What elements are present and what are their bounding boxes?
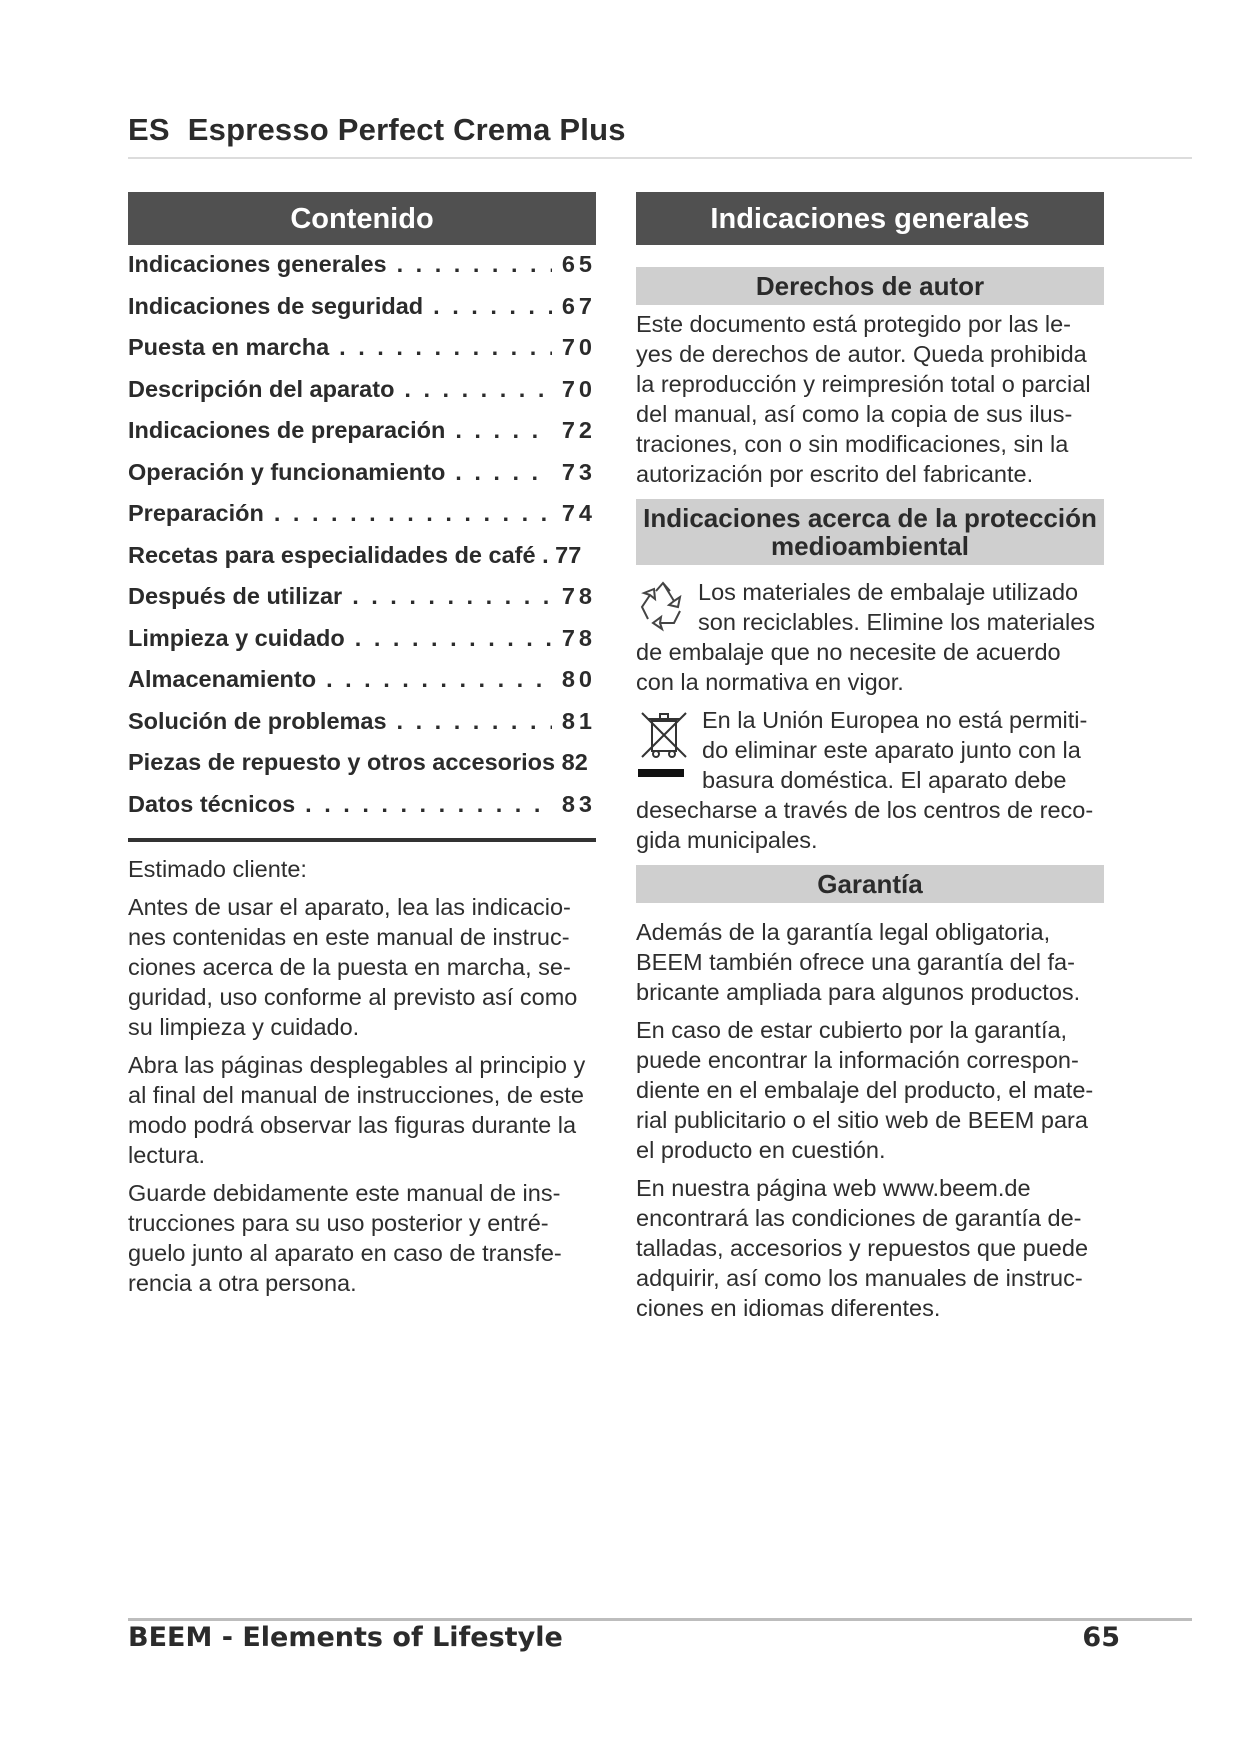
intro-paragraph: Abra las páginas desplegables al principio y al final del manual de instrucciones, de este modo podrá observar las figuras durante la lectura. [128, 1052, 586, 1168]
toc-title: Limpieza y cuidado [128, 624, 345, 651]
toc-leader [455, 417, 552, 444]
crossed-bin-icon [636, 707, 694, 781]
toc-item[interactable] [128, 293, 596, 335]
environment-heading: Indicaciones acerca de la protección medioambiental [636, 499, 1104, 565]
toc-item[interactable] [128, 666, 596, 708]
language-code: ES [128, 112, 170, 147]
toc-page: 78 [561, 624, 596, 651]
toc-leader [455, 459, 552, 486]
toc-leader [274, 500, 552, 527]
warranty-paragraph: En caso de estar cubierto por la garantía, puede encontrar la información correspon-diente en el embalaje del producto, el mate-rial publicitario o el sitio web de BEEM para el producto en cuestión. [636, 1017, 1094, 1163]
toc-page: 73 [561, 458, 596, 485]
toc-leader [305, 791, 552, 818]
toc-leader [352, 583, 552, 610]
recycle-text: Los materiales de embalaje utilizado son reciclables. Elimine los materiales de embalaje que no necesite de acuerdo con la normativa en vigor. [636, 579, 1096, 695]
footer-rule [128, 1618, 1192, 1621]
toc-item[interactable] [128, 542, 596, 584]
warranty-paragraph: En nuestra página web www.beem.de encontrará las condiciones de garantía de-talladas, accesorios y repuestos que puede adquirir, así como los manuales de instruc-ciones en idiomas diferentes. [636, 1175, 1089, 1321]
toc-title: Después de utilizar [128, 583, 343, 609]
right-column [636, 192, 1104, 1331]
toc-title: Indicaciones generales [128, 251, 387, 277]
toc-leader [355, 625, 552, 652]
copyright-heading: Derechos de autor [636, 267, 1104, 305]
intro-block [128, 854, 596, 1298]
toc-item[interactable] [128, 583, 596, 625]
toc-title: Preparación [128, 500, 264, 526]
recycle-block [636, 577, 1104, 697]
intro-paragraph: Antes de usar el aparato, lea las indicacio-nes contenidas en este manual de instruc-ciones acerca de la puesta en marcha, se-guridad, uso conforme al previsto así como su limpieza y cuidado. [128, 894, 578, 1040]
toc-item[interactable] [128, 334, 596, 376]
toc-item[interactable] [128, 459, 596, 501]
toc-item[interactable] [128, 791, 596, 833]
toc-item[interactable] [128, 251, 596, 293]
toc-item[interactable] [128, 417, 596, 459]
toc-page: 83 [561, 790, 596, 817]
toc-page: 78 [561, 583, 596, 609]
product-name: Espresso Perfect Crema Plus [187, 112, 626, 147]
toc-item[interactable] [128, 376, 596, 418]
recycle-icon [636, 579, 690, 637]
contents-heading: Contenido [128, 192, 596, 245]
general-heading: Indicaciones generales [636, 192, 1104, 245]
toc-page: 67 [561, 292, 596, 319]
toc-leader [339, 334, 552, 361]
weee-block [636, 705, 1104, 855]
toc-title: Operación y funcionamiento [128, 458, 446, 485]
toc-page: 80 [561, 666, 596, 692]
copyright-text: Este documento está protegido por las le-yes de derechos de autor. Queda prohibida la reproducción y reimpresión total o parcial del manual, así como la copia de sus ilus-traciones, con o sin modificaciones, sin la autorización por escrito del fabricante. [636, 311, 1091, 487]
footer-brand: BEEM - Elements of Lifestyle [128, 1622, 563, 1653]
weee-text: En la Unión Europea no está permiti-do eliminar este aparato junto con la basura doméstica. El aparato debe desecharse a través de los centros de reco-gida municipales. [636, 707, 1094, 853]
toc-title: Indicaciones de seguridad [128, 292, 424, 319]
toc-leader [433, 293, 552, 320]
toc-leader [404, 376, 551, 403]
toc-title: Indicaciones de preparación [128, 417, 446, 443]
toc-item[interactable] [128, 749, 596, 791]
toc-page: 70 [561, 334, 596, 360]
toc-page: 81 [561, 707, 596, 734]
left-column [128, 192, 596, 1306]
page-title [128, 112, 626, 148]
toc-title: Solución de problemas [128, 707, 387, 734]
toc-title: Almacenamiento [128, 666, 317, 692]
toc-title: Puesta en marcha [128, 334, 330, 360]
toc-title: Datos técnicos [128, 790, 296, 817]
toc-page: 74 [561, 500, 596, 526]
warranty-paragraph: Además de la garantía legal obligatoria, BEEM también ofrece una garantía del fa-bricante ampliada para algunos productos. [636, 919, 1081, 1005]
toc-title: Descripción del aparato [128, 375, 395, 402]
greeting: Estimado cliente: [128, 856, 307, 882]
toc-leader [397, 251, 552, 278]
toc-title: Recetas para especialidades de café . 77 [128, 541, 582, 568]
intro-paragraph: Guarde debidamente este manual de ins-trucciones para su uso posterior y entré-guelo junto al aparato en caso de transfe-rencia a otra persona. [128, 1180, 562, 1296]
toc-item[interactable] [128, 500, 596, 542]
toc-title: Piezas de repuesto y otros accesorios 82 [128, 749, 588, 775]
toc-item[interactable] [128, 708, 596, 750]
contents-rule [128, 838, 596, 842]
table-of-contents [128, 251, 596, 832]
toc-page: 70 [561, 375, 596, 402]
header-rule [128, 157, 1192, 159]
toc-leader [326, 666, 552, 693]
footer-page-number: 65 [1082, 1622, 1120, 1653]
toc-leader [397, 708, 552, 735]
warranty-heading: Garantía [636, 865, 1104, 903]
toc-page: 65 [561, 251, 596, 277]
toc-page: 72 [561, 417, 596, 443]
toc-item[interactable] [128, 625, 596, 667]
